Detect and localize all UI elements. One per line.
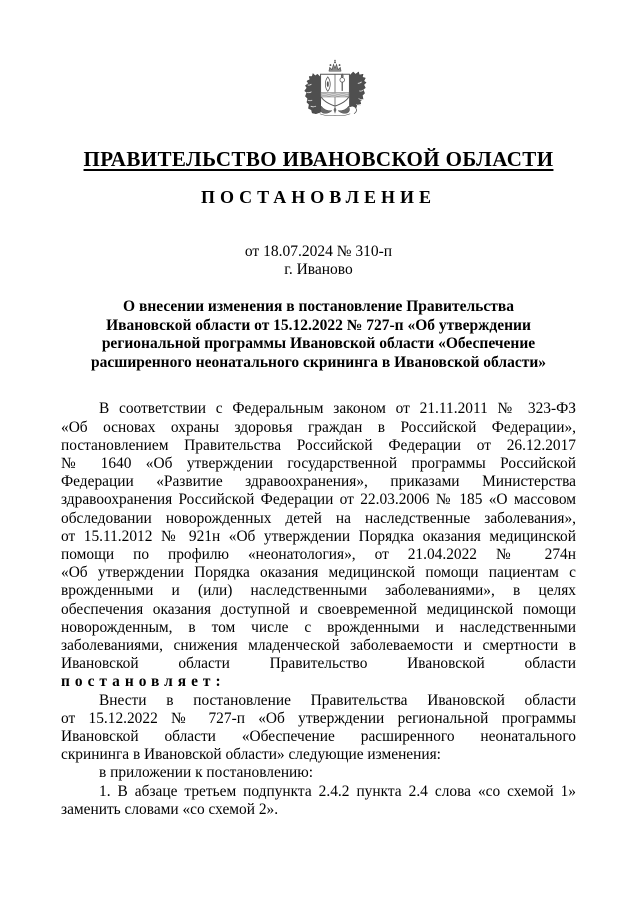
body-line: от 15.12.2022 № 727-п «Об утверждении региональной программы	[61, 709, 576, 727]
place-line: г. Иваново	[284, 260, 353, 278]
body-line: врожденными и (или) наследственными заболеваниями», в целях	[61, 582, 576, 600]
body-line: заболеваниями, снижения младенческой заболеваемости и смертности в	[61, 637, 576, 655]
org-name-title: ПРАВИТЕЛЬСТВО ИВАНОВСКОЙ ОБЛАСТИ	[83, 147, 554, 171]
ivanovo-oblast-coat-of-arms-icon	[297, 59, 373, 135]
body-line: от 15.11.2012 № 921н «Об утверждении Порядка оказания медицинской	[61, 527, 576, 545]
title-line: региональной программы Ивановской области «Обеспечение	[101, 335, 536, 353]
body-line: Ивановской области «Обеспечение расширенного неонатального	[61, 728, 576, 746]
body-line: новорожденным, в том числе с врожденными и наследственными	[61, 618, 576, 636]
body-line: здравоохранения Российской Федерации от 22.03.2006 № 185 «О массовом	[61, 491, 576, 509]
title-line: О внесении изменения в постановление Правительства	[123, 298, 514, 315]
body-line: Федерации «Развитие здравоохранения», приказами Министерства	[61, 473, 576, 491]
body-line: помощи по профилю «неонатология», от 21.04.2022 № 274н	[61, 546, 576, 563]
body-line: заменить словами «со схемой 2».	[61, 800, 279, 818]
body-line: «Об основах охраны здоровья граждан в Российской Федерации»,	[61, 418, 576, 436]
date-number-line: от 18.07.2024 № 310-п	[244, 243, 393, 260]
document-title	[61, 298, 576, 372]
doc-type-title: ПОСТАНОВЛЕНИЕ	[200, 187, 437, 207]
body-line: 1. В абзаце третьем подпункта 2.4.2 пункта 2.4 слова «со схемой 1»	[99, 782, 576, 800]
body-line: В соответствии с Федеральным законом от 21.11.2011 № 323-ФЗ	[99, 400, 576, 418]
body-text	[61, 400, 576, 819]
body-line: постановляет:	[61, 673, 226, 691]
title-line: Ивановской области от 15.12.2022 № 727-п «Об утверждении	[106, 316, 531, 334]
emblem-container	[0, 0, 640, 135]
body-line: № 1640 «Об утверждении государственной программы Российской	[61, 454, 576, 472]
title-line: расширенного неонатального скрининга в Ивановской области»	[90, 353, 547, 371]
body-line: Ивановской области Правительство Ивановской области	[61, 655, 576, 673]
document-content	[0, 147, 640, 819]
body-line: Внести в постановление Правительства Ивановской области	[99, 691, 576, 709]
body-line: «Об утверждении Порядка оказания медицинской помощи пациентам с	[61, 564, 576, 582]
body-line: обследовании новорожденных детей на наследственные заболевания»,	[61, 509, 576, 527]
body-line: в приложении к постановлению:	[99, 764, 314, 782]
body-line: постановлением Правительства Российской Федерации от 26.12.2017	[61, 436, 576, 454]
body-line: скрининга в Ивановской области» следующие изменения:	[61, 746, 441, 764]
body-line: обеспечения оказания доступной и своевременной медицинской помощи	[61, 600, 576, 618]
